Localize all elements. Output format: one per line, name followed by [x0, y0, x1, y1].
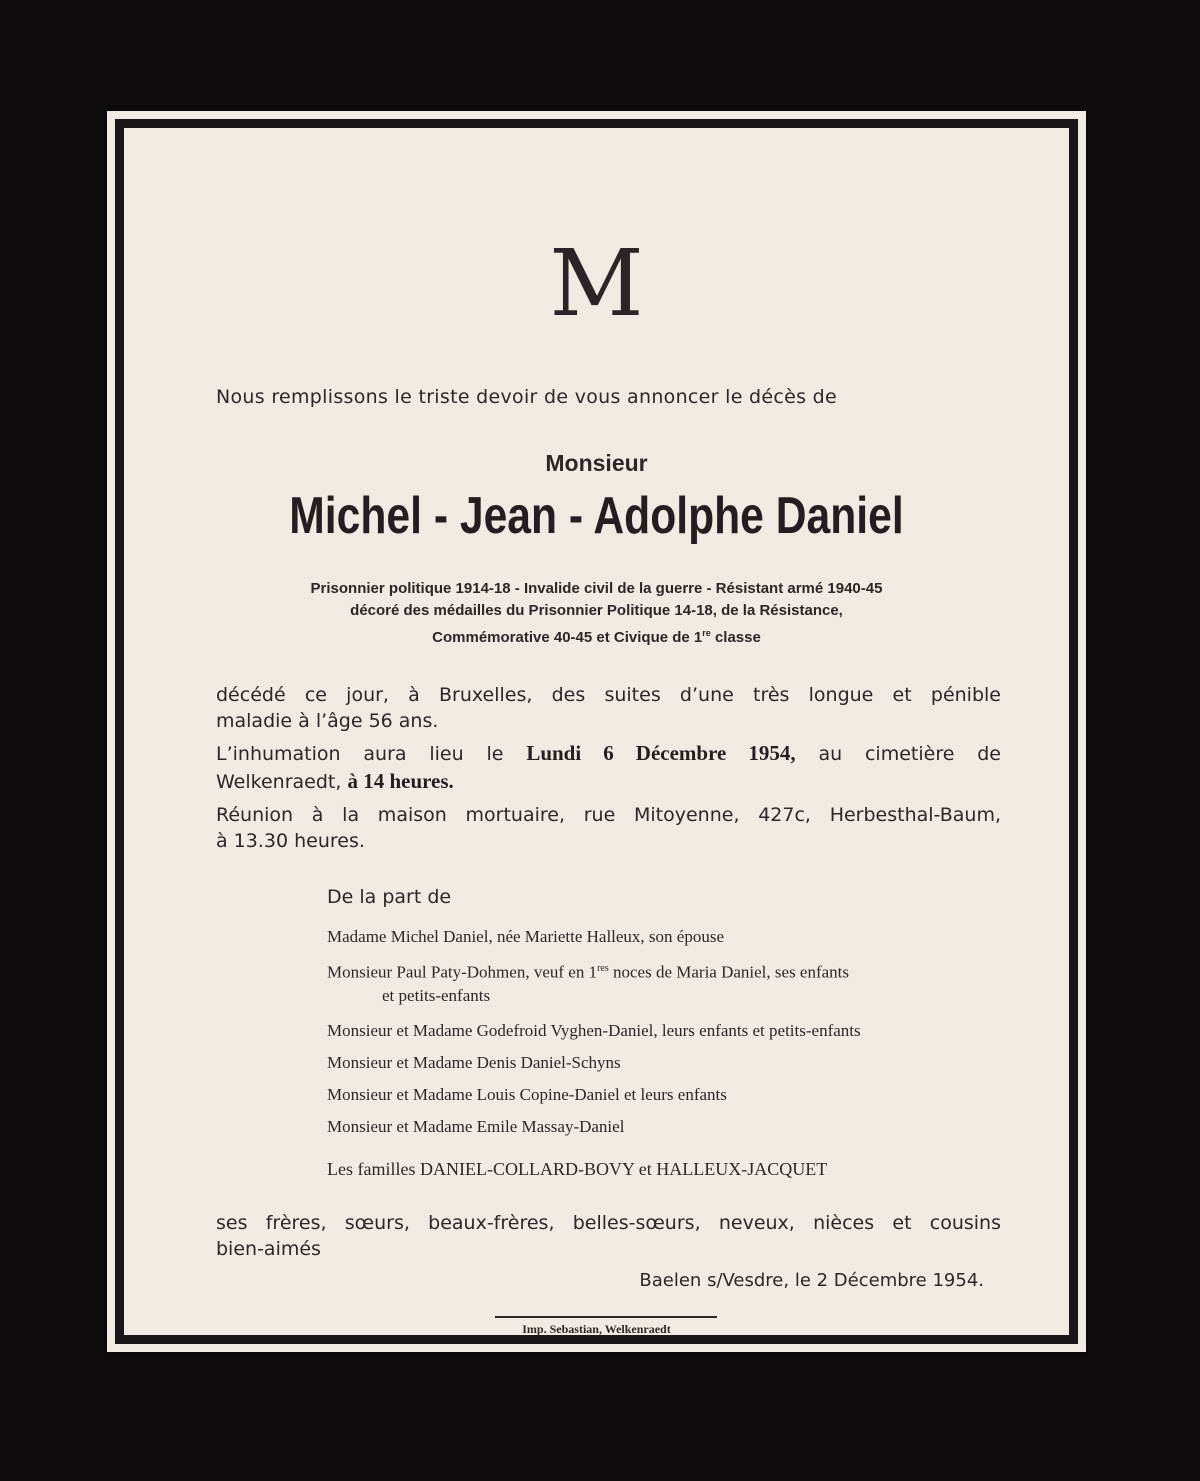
honors-line-1: Prisonnier politique 1914-18 - Invalide civil de la guerre - Résistant armé 1940-45: [310, 580, 883, 597]
family-row-6: Monsieur et Madame Emile Massay-Daniel: [327, 1117, 625, 1136]
family-row-1: Madame Michel Daniel, née Mariette Halleux, son épouse: [327, 927, 725, 946]
monogram: M: [549, 230, 644, 337]
black-mourning-border: [115, 119, 1078, 1344]
place-and-date: Baelen s/Vesdre, le 2 Décembre 1954.: [639, 1270, 984, 1291]
burial-date: Lundi 6 Décembre 1954,: [526, 741, 796, 765]
family-row-2-continuation: et petits-enfants: [382, 986, 491, 1005]
deceased-title: Monsieur: [545, 450, 648, 476]
intro-text: Nous remplissons le triste devoir de vous annoncer le décès de: [216, 386, 838, 408]
family-row-2-suffix: noces de Maria Daniel, ses enfants: [608, 962, 850, 982]
printer-divider: [495, 1316, 717, 1318]
funeral-notice-card: [107, 111, 1086, 1352]
burial-suffix: au cimetière de: [795, 743, 1001, 765]
burial-time: à 14 heures.: [347, 769, 454, 793]
family-row-2-sup: res: [597, 963, 609, 974]
meeting-line-1: Réunion à la maison mortuaire, rue Mitoyenne, 427c, Herbesthal-Baum,: [216, 804, 1001, 826]
family-row-3: Monsieur et Madame Godefroid Vyghen-Daniel, leurs enfants et petits-enfants: [327, 1021, 861, 1040]
death-line-2: maladie à l’âge 56 ans.: [216, 710, 439, 732]
family-row-2-prefix: Monsieur Paul Paty-Dohmen, veuf en 1: [327, 962, 598, 982]
death-line-1: décédé ce jour, à Bruxelles, des suites d’une très longue et pénible: [216, 684, 1001, 706]
burial-line-1: [216, 740, 1001, 767]
family-heading: De la part de: [327, 886, 452, 908]
meeting-line-2: à 13.30 heures.: [216, 830, 365, 852]
burial-line-2: [216, 768, 1001, 795]
honors-line-3-prefix: Commémorative 40-45 et Civique de 1: [432, 629, 703, 646]
deceased-name: Michel - Jean - Adolphe Daniel: [289, 487, 904, 545]
honors-line-2: décoré des médailles du Prisonnier Politique 14-18, de la Résistance,: [350, 602, 843, 619]
family-row-7: Les familles DANIEL-COLLARD-BOVY et HALLEUX-JACQUET: [327, 1159, 828, 1179]
family-row-5: Monsieur et Madame Louis Copine-Daniel et leurs enfants: [327, 1085, 727, 1104]
honors-line-3-sup: re: [702, 628, 711, 638]
relatives-line-2: bien-aimés: [216, 1238, 321, 1260]
burial-prefix: L’inhumation aura lieu le: [216, 743, 527, 765]
family-row-2: [327, 958, 849, 984]
family-row-4: Monsieur et Madame Denis Daniel-Schyns: [327, 1053, 621, 1072]
relatives-line-1: ses frères, sœurs, beaux-frères, belles-sœurs, neveux, nièces et cousins: [216, 1212, 1001, 1234]
honors-line-3: [124, 622, 1069, 649]
burial-place: Welkenraedt,: [216, 771, 348, 793]
honors-line-3-suffix: classe: [710, 629, 761, 646]
printer-credit: Imp. Sebastian, Welkenraedt: [522, 1322, 671, 1336]
